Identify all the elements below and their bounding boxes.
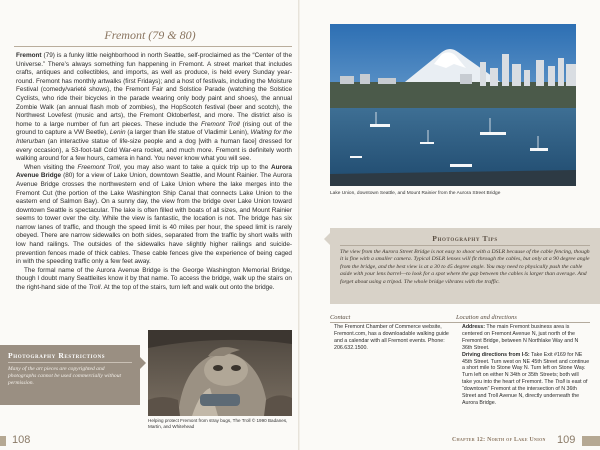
paragraph-3: The formal name of the Aurora Avenue Bridge is the George Washington Memorial Bridge, though I doubt many Seattleites know it by that name. To access the bridge, walk up the stairs on the right-hand side of the Troll. At the top of the stairs, turn left and walk out onto the bridge.: [16, 266, 292, 292]
paragraph-1: Fremont (79) is a funky little neighborhood in north Seattle, self-proclaimed as the “Center of the Universe.” There’s always something fun happening in Fremont. A street market that includes crafts, antiques and collectibles, and imports, as well as produce, is held every Sunday year-round. Fremont has monthly artwalks (first Fridays); and a host of festivals, including the Moisture Festival (comedy/varieté shows), the Fremont Fair and Solstice Parade (watching the Solstice Cyclists, who ride their bicycles in the parade wearing only body paint and shoes), the annual Zombie Walk (an annual flash mob of zombies), the HopScotch festival (beer and scotch), the Northwest Lovefest (music and arts), the Fremont Oktoberfest, and more. The district also is home to a large number of fun art pieces. These include the Fremont Troll (rising out of the ground to capture a VW Beetle), Lenin (a larger than life statue of Vladimir Lenin), Waiting for the Interurban (an interactive statue of life-size people and a dog [with a human face] dressed for every occasion), a 53-foot-tall Cold War-era rocket, and much more. Fremont is definitely worth walking around for a few hours, camera in hand. You never know what you will see.: [16, 52, 293, 163]
troll-photo: [148, 330, 292, 416]
seattle-skyline-photo: [330, 24, 576, 186]
seattle-photo-caption: Lake Union, downtown Seattle, and Mount Rainier from the Aurora Street Bridge: [330, 191, 501, 196]
troll-photo-image: [148, 330, 292, 416]
footer-bar-right: [582, 436, 600, 446]
location-heading: Location and directions: [456, 314, 590, 323]
footer-bar-left: [0, 436, 6, 446]
restrictions-title: Photography Restrictions: [8, 351, 132, 363]
seattle-photo-image: [330, 24, 576, 186]
section-rule: [14, 46, 292, 47]
restrictions-pointer: [140, 357, 146, 369]
fremont-article: [16, 52, 292, 293]
tips-title: Photography Tips: [340, 234, 590, 246]
section-title: Fremont (79 & 80): [104, 28, 196, 42]
chapter-footer: Chapter 12: North of Lake Union: [452, 437, 546, 443]
photography-restrictions-box: [0, 345, 140, 405]
photography-tips-box: [330, 228, 600, 304]
restrictions-text: Many of the art pieces are copyrighted and photographs cannot be used commercially without permission.: [8, 366, 122, 386]
tips-text: The view from the Aurora Street Bridge is not easy to shoot with a DSLR because of the cable fencing, though it is fine with a smaller camera. Typical DSLR lenses will fit through the cables, but only at a 90 degree angle from the bridge, and the best view is at a 30 to 45 degree angle. You may need to physically push the cable aside with your lens barrel—to look for a spot where the gap between the cables is larger than average. And forget about using a tripod. The whole bridge vibrates with the traffic.: [340, 249, 590, 285]
paragraph-2: When visiting the Freemont Troll, you may also want to take a quick trip up to the Aurora Avenue Bridge (80) for a view of Lake Union, downtown Seattle, and Mount Rainier. The Aurora Avenue Bridge crosses the northwestern end of Lake Union where the lake merges into the Fremont Cut (the portion of the Lake Washington Ship Canal that connects Lake Union to the eastern end of Salmon Bay). On a sunny day, the view from the bridge over Lake Union toward downtown Seattle is spectacular. The lake is often filled with boats of all sizes, and Mount Rainier seems to tower over the city. While the view is fantastic, the location is not. The bridge has six narrow lanes of traffic, and though the speed limit is 40 miles per hour, the speed limit is rarely obeyed. There are narrow sidewalks on both sides, separated from the traffic by short walls with low hand railings. The outsides of the sidewalks have slightly higher railings and suicide-prevention fences made of thick cables. These cable fences give the experience of being caged in with the speeding traffic only a few feet away.: [16, 163, 292, 266]
page-number-left: 108: [12, 434, 31, 446]
contact-text: The Fremont Chamber of Commerce website, Fremont.com, has a downloadable walking guide and a calendar with all Fremont events. Phone: 206.632.1500.: [334, 324, 449, 351]
location-text: Address: The main Fremont business area is centered on Fremont Avenue N, just north of the Fremont Bridge, between N Northlake Way and N 36th Street. Driving directions from I-5: Take Exit #169 for NE 45th Street. Turn west on NE 45th Street and continue a short mile to Stone Way N. Turn left on Stone Way. Turn left on either N 34th or 35th Streets; both will take you into the heart of Fremont. The Troll is east of “downtown” Fremont at the intersection of N 36th Street and Troll Avenue N, directly underneath the Aurora Bridge.: [462, 324, 590, 406]
troll-photo-caption: Helping protect Fremont from stray bugs, The Troll © 1990 Badanes, Martin, and Whitehead: [148, 418, 288, 429]
page-number-right: 109: [557, 434, 576, 446]
contact-heading: Contact: [330, 314, 460, 323]
